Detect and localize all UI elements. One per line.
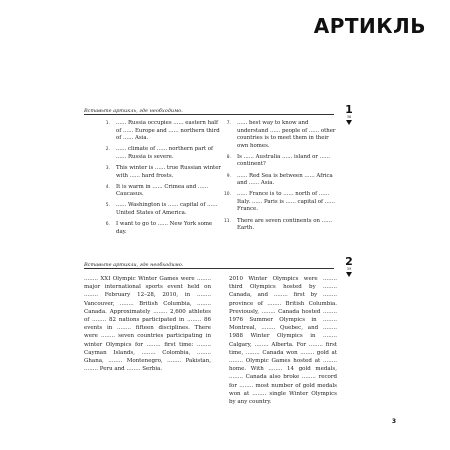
exercise-item-text: ...... Washington is ...... capital of ...... United States of America. (116, 202, 218, 216)
exercise-item-number: 4. (105, 184, 110, 190)
chapter-title: АРТИКЛЬ (313, 14, 426, 38)
exercise-item-text: It is warm in ...... Crimea and ...... Caucasus. (116, 183, 209, 198)
exercise-2-divider (84, 268, 334, 269)
exercise-1-number: 1 (345, 103, 353, 116)
exercise-item (221, 154, 336, 169)
exercise-2-ref: 39 (346, 267, 352, 271)
exercise-item-number: 1. (105, 121, 110, 126)
exercise-2-marker (343, 256, 355, 277)
exercise-item-text: ...... climate of ...... northern part of ...... Russia is severe. (116, 146, 214, 160)
exercise-item (100, 184, 222, 199)
exercise-item-number: 11. (224, 218, 231, 224)
exercise-item-number: 7. (226, 121, 231, 126)
exercise-item-number: 2. (105, 147, 110, 153)
exercise-item (221, 120, 336, 150)
exercise-item-number: 6. (105, 222, 110, 228)
exercise-item (100, 221, 222, 236)
exercise-2-instruction: Вставьте артикли, где необходимо. (84, 262, 184, 268)
exercise-1-marker (343, 104, 355, 125)
exercise-item-number: 8. (226, 154, 231, 160)
exercise-2-number: 2 (345, 255, 353, 268)
exercise-item-text: I want to go to ...... New York some day. (116, 221, 213, 235)
exercise-item (221, 218, 336, 233)
exercise-item (221, 173, 336, 188)
exercise-item-number: 9. (226, 173, 231, 179)
page-number: 3 (391, 418, 396, 425)
exercise-item-text: ...... best way to know and understand ...... people of ...... other countries is to meet them in their own homes. (237, 120, 336, 149)
exercise-item (221, 191, 336, 214)
exercise-1-right-column (221, 120, 336, 236)
exercise-item-text: There are seven continents on ...... Earth. (237, 217, 332, 232)
arrow-down-icon (346, 120, 352, 125)
exercise-item (100, 146, 222, 161)
exercise-1-instruction: Вставьте артикль, где необходимо. (84, 108, 183, 114)
exercise-item-text: ...... Red Sea is between ...... Africa and ...... Asia. (237, 172, 333, 187)
exercise-1-divider (84, 114, 334, 115)
exercise-item (100, 120, 222, 143)
exercise-2-right-text: 2010 Winter Olympics were ........ third Olympics hosted by ........ Canada, and ........ first by ........ province of ........ British Columbia. Previously, ........ Canada hosted ........ 1976 Summer Olympics in ........ Montreal, ........ Quebec, and ........ 1988 Winter Olympics in ........ Calgary, ........ Alberta. For ........ first time, ........ Canada won ........ gold at ........ Olympic Games hosted at ........ home. With ........ 14 gold medals, ........ Canada also broke ........ record for ........ most number of gold medals won at ........ single Winter Olympics by any country. (229, 276, 337, 406)
exercise-item (100, 165, 222, 180)
exercise-item-number: 3. (105, 165, 110, 171)
exercise-item (100, 202, 222, 217)
exercise-2-left-text: ........ XXI Olympic Winter Games were ........ major international sports event held on ........ February 12–28, 2010, in ........ Vancouver, ........ British Columbia, ........ Canada. Approximately ........ 2,600 athletes of ........ 82 nations participated in ........ 86 events in ........ fifteen disciplines. There were ........ seven countries participating in winter Olympics for ........ first time: ........ Cayman Islands, ........ Colombia, ........ Ghana, ........ Montenegro, ........ Pakistan, ........ Peru and ........ Serbia. (84, 276, 211, 373)
arrow-down-icon (346, 272, 352, 277)
exercise-item-text: Is ...... Australia ...... island or ...... continent? (237, 153, 330, 168)
exercise-item-text: This winter is ...... true Russian winter with ...... hard frosts. (116, 164, 221, 179)
exercise-item-text: ...... Russia occupies ...... eastern half of ...... Europe and ...... northern third of ...... Asia. (116, 120, 220, 142)
exercise-item-text: ...... France is to ...... north of ...... Italy. ...... Paris is ...... capital of ...... France. (237, 191, 336, 213)
exercise-item-number: 10. (224, 192, 231, 198)
exercise-1-left-column (100, 120, 222, 240)
exercise-1-ref: 38 (346, 115, 352, 119)
exercise-item-number: 5. (105, 203, 110, 209)
